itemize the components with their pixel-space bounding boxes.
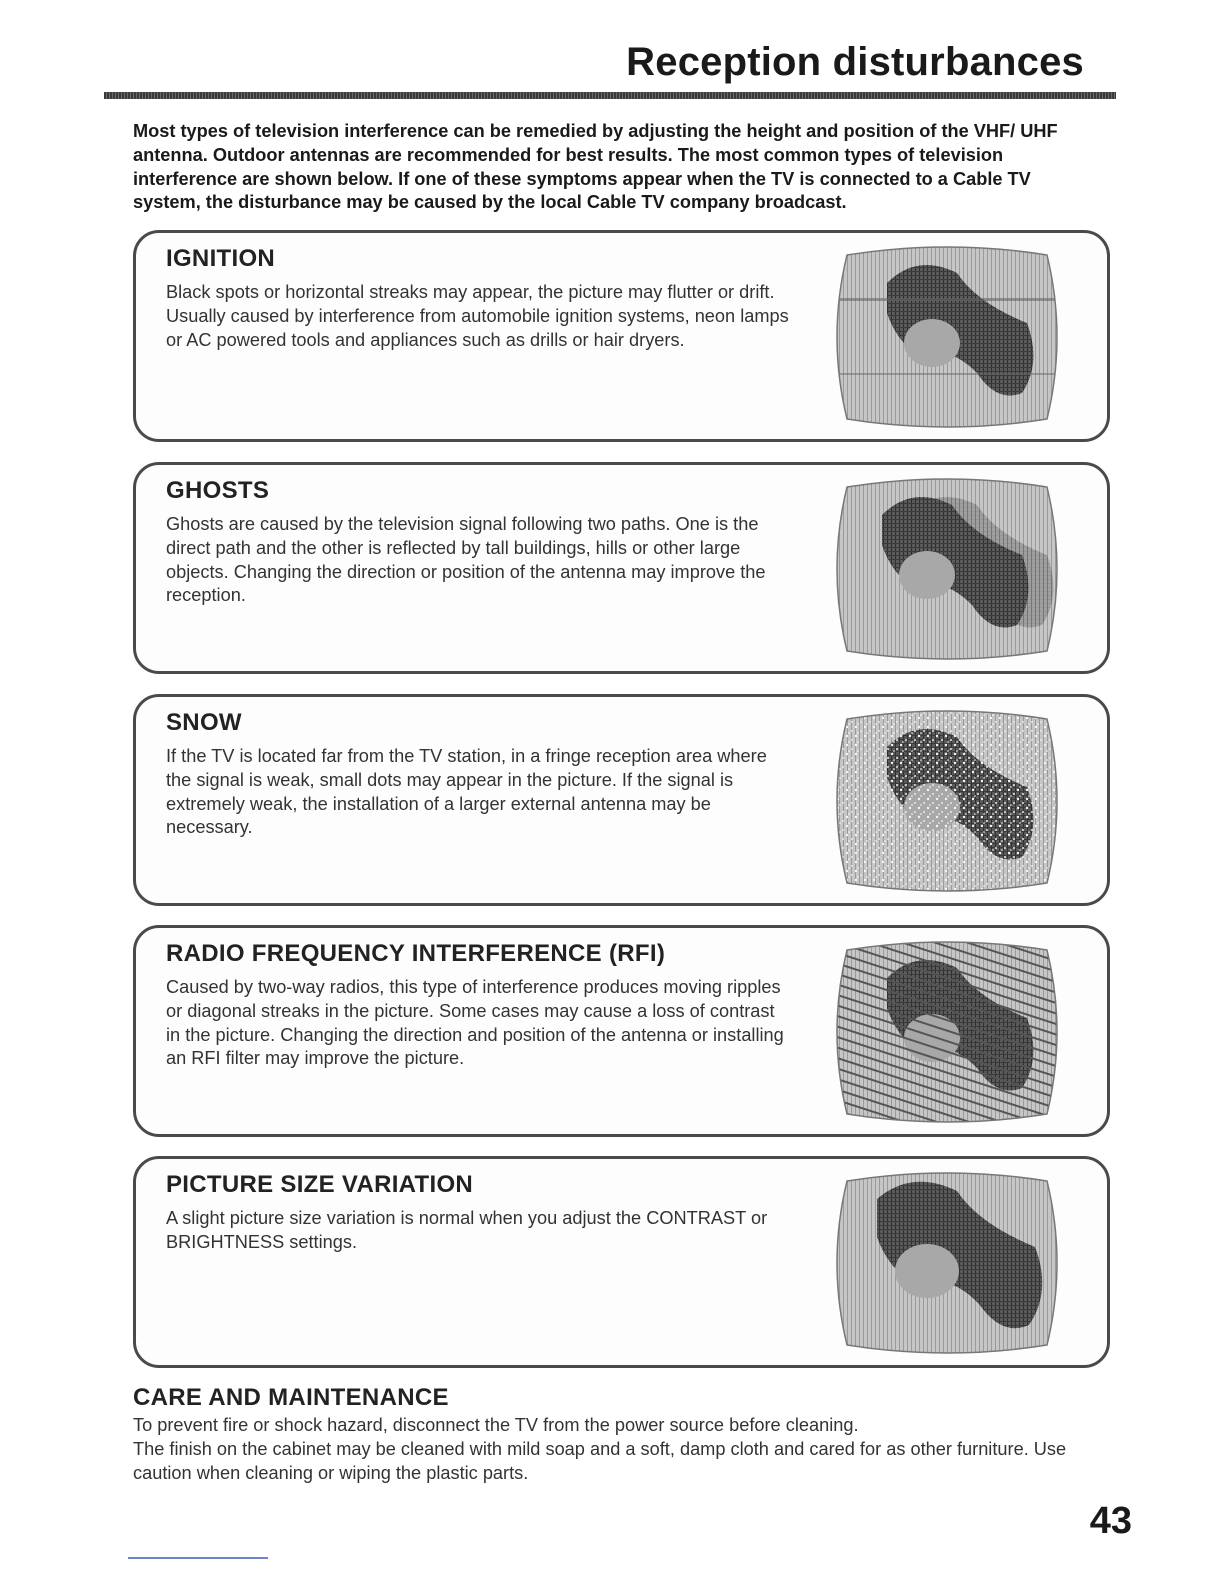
section-rfi	[133, 925, 1110, 1137]
section-heading: PICTURE SIZE VARIATION	[166, 1171, 474, 1198]
care-heading: CARE AND MAINTENANCE	[133, 1384, 449, 1411]
tv-ghosts-icon	[827, 475, 1067, 663]
footer-rule	[128, 1557, 268, 1559]
section-heading: IGNITION	[166, 245, 276, 272]
page-number: 43	[1089, 1500, 1132, 1542]
intro-paragraph: Most types of television interference can be remedied by adjusting the height and position of the VHF/ UHF antenna. Outdoor antennas are recommended for best results. The most common types of television interference are shown below. If one of these symptoms appear when the TV is connected to a Cable TV system, the disturbance may be caused by the local Cable TV company broadcast.	[133, 121, 1058, 213]
care-line: To prevent fire or shock hazard, disconnect the TV from the power source before cleaning.	[133, 1415, 859, 1435]
tv-snow-icon	[827, 707, 1067, 895]
care-text	[133, 1414, 1093, 1485]
tv-ignition-icon	[827, 243, 1067, 431]
page-title: Reception disturbances	[626, 40, 1084, 84]
tv-rfi-icon	[827, 938, 1067, 1126]
section-text: Ghosts are caused by the television signal following two paths. One is the direct path and the other is reflected by tall buildings, hills or other large objects. Changing the direction or position of the antenna may improve the reception.	[166, 514, 766, 606]
section-heading: GHOSTS	[166, 477, 270, 504]
section-ghosts	[133, 462, 1110, 674]
section-text: Caused by two-way radios, this type of interference produces moving ripples or diagonal streaks in the picture. Some cases may cause a loss of contrast in the picture. Changing the direction and position of the antenna or installing an RFI filter may improve the picture.	[166, 977, 784, 1069]
section-picture-size	[133, 1156, 1110, 1368]
section-ignition	[133, 230, 1110, 442]
section-text: If the TV is located far from the TV station, in a fringe reception area where the signal is weak, small dots may appear in the picture. If the signal is extremely weak, the installation of a larger external antenna may be necessary.	[166, 746, 767, 838]
section-snow	[133, 694, 1110, 906]
section-heading: SNOW	[166, 709, 242, 736]
title-underline	[104, 92, 1116, 99]
section-heading: RADIO FREQUENCY INTERFERENCE (RFI)	[166, 940, 666, 967]
care-line: The finish on the cabinet may be cleaned with mild soap and a soft, damp cloth and cared for as other furniture. Use caution when cleaning or wiping the plastic parts.	[133, 1438, 1067, 1483]
section-text: A slight picture size variation is normal when you adjust the CONTRAST or BRIGHTNESS settings.	[166, 1208, 768, 1252]
section-text: Black spots or horizontal streaks may appear, the picture may flutter or drift. Usually caused by interference from automobile ignition systems, neon lamps or AC powered tools and appliances such as drills or hair dryers.	[166, 282, 789, 350]
tv-size-variation-icon	[827, 1169, 1067, 1357]
